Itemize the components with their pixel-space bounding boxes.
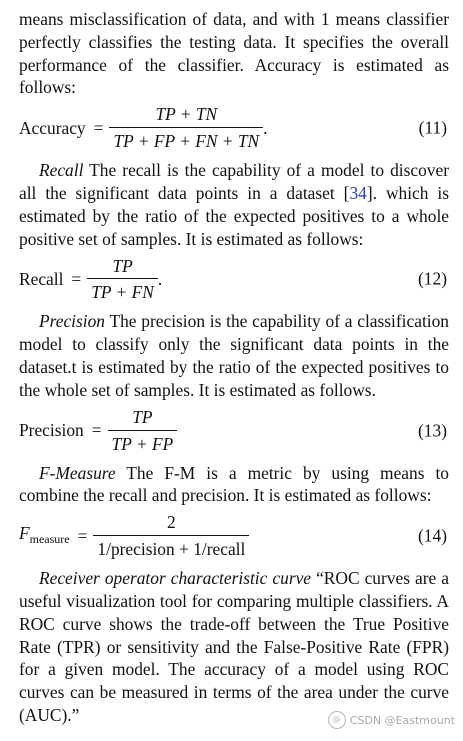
watermark-text: CSDN @Eastmount — [349, 713, 455, 727]
recall-heading: Recall — [39, 160, 84, 181]
equals-sign: = — [91, 420, 102, 441]
denominator: TP + FP — [108, 430, 178, 456]
equation-number: (14) — [418, 525, 447, 546]
fraction — [108, 406, 178, 456]
equals-sign: = — [71, 268, 82, 289]
denominator: TP + FP + FN + TN — [109, 127, 263, 153]
equation-punct: . — [263, 117, 268, 138]
numerator: TP + TN — [155, 104, 218, 125]
paragraph-precision — [19, 310, 449, 401]
equation-11 — [19, 104, 449, 152]
paragraph-recall — [19, 159, 449, 250]
f-symbol: F — [19, 522, 30, 543]
equation-12-lhs: Recall — [19, 268, 64, 289]
fraction — [93, 511, 249, 561]
watermark — [328, 711, 455, 729]
numerator: TP — [112, 255, 133, 276]
roc-heading: Receiver operator characteristic curve — [39, 568, 312, 589]
equation-12 — [19, 255, 449, 303]
paragraph-accuracy-intro: means misclassification of data, and with 1 means classifier perfectly classifies the testing data. It specifies the overall performance of the classifier. Accuracy is estimated as follows: — [19, 9, 449, 98]
numerator: TP — [132, 406, 153, 427]
citation-link[interactable]: 34 — [349, 182, 367, 203]
watermark-logo-icon: ◎ — [328, 711, 346, 729]
equation-punct: . — [157, 268, 163, 289]
recall-text-a: The recall is the capability of a model to discover all the significant data points in a dataset [ — [19, 160, 449, 203]
f-subscript: measure — [29, 531, 70, 546]
fraction — [109, 103, 263, 153]
equation-number: (11) — [418, 117, 447, 138]
precision-heading: Precision — [39, 311, 106, 332]
recall-text-b: ]. which is estimated by the ratio of the expected positives to a whole positive set of samples. It is estimated as follows: — [19, 182, 450, 249]
equals-sign: = — [77, 525, 88, 546]
precision-text: The precision is the capability of a classification model to classify only the significant data points in the dataset.t is estimated by the ratio of the expected positives to the whole set of samples. It is estimated as follows. — [19, 311, 449, 400]
paragraph-fmeasure — [19, 462, 449, 508]
denominator: 1/precision + 1/recall — [93, 535, 249, 561]
fraction — [87, 255, 158, 305]
paper-body — [19, 0, 449, 727]
paragraph-roc — [19, 567, 449, 727]
equation-14 — [19, 512, 449, 560]
equation-number: (12) — [418, 268, 447, 289]
fmeasure-text: The F-M is a metric by using means to combine the recall and precision. It is estimated as follows: — [19, 462, 449, 506]
equation-13 — [19, 407, 449, 455]
equation-11-lhs: Accuracy — [19, 117, 86, 138]
equation-number: (13) — [418, 420, 447, 441]
fmeasure-heading: F-Measure — [39, 462, 116, 483]
equation-13-lhs: Precision — [19, 420, 84, 441]
roc-text: “ROC curves are a useful visualization tool for comparing multiple classifiers. A ROC curve shows the trade-off between the True Positive Rate (TPR) or sensitivity and the False-Positive Rate (FPR) for a given model. The accuracy of a model using ROC curves can be measured in terms of the area under the curve (AUC).” — [19, 568, 450, 725]
equals-sign: = — [93, 117, 104, 138]
numerator: 2 — [167, 512, 176, 533]
equation-14-lhs — [19, 522, 70, 551]
denominator: TP + FN — [87, 278, 158, 304]
